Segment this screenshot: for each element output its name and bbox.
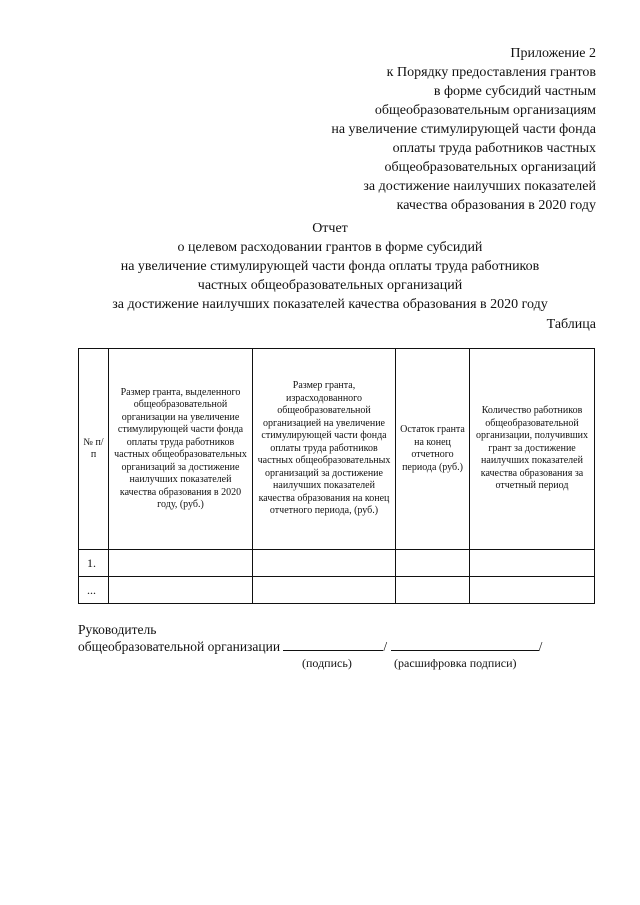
signature-blank bbox=[283, 638, 383, 651]
appendix-line: за достижение наилучших показателей bbox=[363, 179, 596, 194]
table-cell: ... bbox=[79, 577, 109, 604]
header-number: № п/п bbox=[79, 349, 109, 550]
table-row bbox=[79, 577, 595, 604]
appendix-header bbox=[276, 44, 596, 215]
header-grant-spent: Размер гранта, израсходованного общеобразовательной организацией на увеличение стимулирующей части фонда оплаты труда работников частных общеобразовательных организаций за достижение наилучших показателей качества образования на конец отчетного периода, (руб.) bbox=[253, 349, 396, 550]
table-cell bbox=[109, 577, 253, 604]
report-title-line: за достижение наилучших показателей качества образования в 2020 году bbox=[112, 297, 548, 312]
header-grant-allocated: Размер гранта, выделенного общеобразовательной организации на увеличение стимулирующей части фонда оплаты труда работников частных общеобразовательных организаций за достижение наилучших показателей качества образования в 2020 году, (руб.) bbox=[109, 349, 253, 550]
table-cell bbox=[470, 550, 595, 577]
table-cell bbox=[396, 550, 470, 577]
signature-separator: / bbox=[383, 639, 388, 654]
table-cell bbox=[470, 577, 595, 604]
header-grant-remainder: Остаток гранта на конец отчетного периода (руб.) bbox=[396, 349, 470, 550]
table-header-row bbox=[79, 349, 595, 550]
decoding-blank bbox=[391, 638, 539, 651]
appendix-line: в форме субсидий частным bbox=[433, 84, 596, 99]
appendix-line: к Порядку предоставления грантов bbox=[386, 65, 596, 80]
table-cell bbox=[109, 550, 253, 577]
table-cell bbox=[253, 577, 396, 604]
table-caption: Таблица bbox=[546, 317, 596, 332]
appendix-line: качества образования в 2020 году bbox=[396, 198, 596, 213]
table-cell bbox=[396, 577, 470, 604]
decoding-separator: / bbox=[538, 639, 543, 654]
report-title-line: на увеличение стимулирующей части фонда оплаты труда работников bbox=[120, 259, 540, 274]
table-cell bbox=[253, 550, 396, 577]
appendix-line: общеобразовательных организаций bbox=[384, 160, 596, 175]
table-row bbox=[79, 550, 595, 577]
report-title bbox=[60, 219, 600, 314]
signature-role-label: Руководитель bbox=[78, 622, 157, 637]
signature-line bbox=[78, 638, 598, 655]
decoding-hint: (расшифровка подписи) bbox=[394, 656, 517, 670]
report-title-line: о целевом расходовании грантов в форме субсидий bbox=[177, 240, 483, 255]
appendix-line: на увеличение стимулирующей части фонда bbox=[331, 122, 596, 137]
report-title-line: частных общеобразовательных организаций bbox=[197, 278, 463, 293]
signature-hint: (подпись) bbox=[302, 656, 352, 670]
report-table bbox=[78, 348, 595, 604]
table-cell: 1. bbox=[79, 550, 109, 577]
report-title-heading: Отчет bbox=[312, 221, 348, 236]
appendix-line: оплаты труда работников частных bbox=[392, 141, 596, 156]
appendix-line: общеобразовательным организациям bbox=[374, 103, 596, 118]
signature-org-label: общеобразовательной организации bbox=[78, 639, 281, 654]
signature-hints bbox=[78, 655, 598, 671]
header-employees-count: Количество работников общеобразовательной организации, получивших грант за достижение наилучших показателей качества образования за отчетный период bbox=[470, 349, 595, 550]
appendix-line: Приложение 2 bbox=[510, 46, 596, 61]
signature-block bbox=[78, 621, 598, 671]
